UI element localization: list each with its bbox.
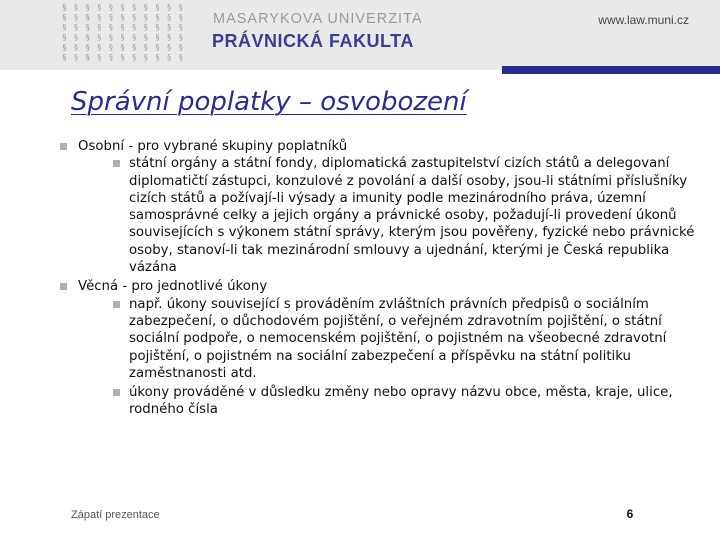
slide-title: Správní poplatky – osvobození bbox=[71, 87, 467, 117]
accent-bar bbox=[502, 66, 720, 74]
bullet-list bbox=[60, 138, 700, 419]
square-bullet-icon bbox=[113, 389, 120, 396]
sub-bullet-item-exempt-bodies bbox=[113, 155, 700, 276]
sub-bullet-item-social-acts bbox=[113, 296, 700, 382]
sub-bullet-text: státní orgány a státní fondy, diplomatická zastupitelství cizích států a delegovaní diplomatičtí zástupci, konzulové z povolání a další osoby, jsou-li státními příslušníky cizích států a požívají-li výsady a imunity podle mezinárodního práva, územní samosprávné celky a jejich orgány a právnické osoby, požadují-li provedení úkonů souvisejících s výkonem státní správy, kterým jsou pověřeny, fyzické nebo právnické osoby, stanoví-li tak mezinárodní smlouvy a ujednání, kterými je Česká republika vázána bbox=[129, 156, 695, 276]
square-bullet-icon bbox=[60, 283, 67, 290]
paragraph-pattern-logo: § § § § § § § § § § § § § § § § § § § § § § § § § § § § § § § § § § § § § § § § § § § § § § § § § § § § § § § § § § § § § § § § § § bbox=[62, 3, 185, 62]
header-bar bbox=[0, 0, 720, 70]
sub-bullet-text: úkony prováděné v důsledku změny nebo opravy názvu obce, města, kraje, ulice, rodného čísla bbox=[129, 385, 673, 418]
university-name: MASARYKOVA UNIVERZITA bbox=[213, 11, 423, 27]
sub-bullet-item-name-change bbox=[113, 384, 700, 419]
faculty-name: PRÁVNICKÁ FAKULTA bbox=[212, 31, 414, 51]
bullet-item-personal bbox=[60, 138, 700, 155]
bullet-item-material bbox=[60, 278, 700, 295]
bullet-text: Osobní - pro vybrané skupiny poplatníků bbox=[78, 139, 348, 154]
sub-bullet-text: např. úkony související s prováděním zvláštních právních předpisů o sociálním zabezpečení, o důchodovém pojištění, o veřejném zdravotním pojištění, o státní sociální podpoře, o nemocenském pojištění, o pojistném na všeobecné zdravotní pojištění, o pojistném na sociální zabezpečení a příspěvku na státní politiku zaměstnanosti atd. bbox=[129, 296, 667, 381]
square-bullet-icon bbox=[113, 160, 120, 167]
square-bullet-icon bbox=[113, 301, 120, 308]
bullet-text: Věcná - pro jednotlivé úkony bbox=[78, 279, 268, 295]
website-url: www.law.muni.cz bbox=[598, 13, 689, 27]
slide-content bbox=[60, 138, 700, 421]
square-bullet-icon bbox=[60, 143, 67, 150]
page-number: 6 bbox=[626, 507, 634, 521]
footer-text: Zápatí prezentace bbox=[71, 509, 160, 521]
